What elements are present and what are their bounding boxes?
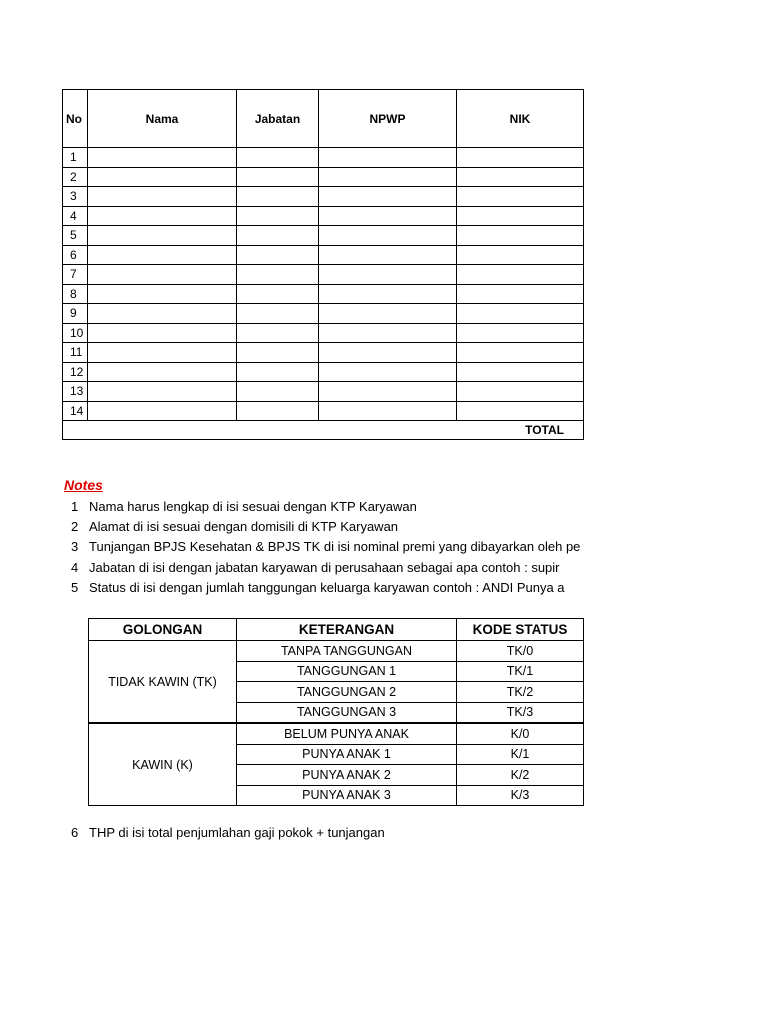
table-row — [63, 148, 584, 168]
employee-table — [62, 89, 584, 440]
nik-cell[interactable] — [457, 148, 584, 168]
keterangan-cell[interactable]: PUNYA ANAK 3 — [237, 785, 457, 806]
row-number[interactable]: 9 — [63, 304, 88, 324]
npwp-cell[interactable] — [319, 167, 457, 187]
note-item — [0, 825, 584, 845]
jabatan-cell[interactable] — [237, 265, 319, 285]
note-item — [0, 499, 584, 519]
keterangan-cell[interactable]: TANGGUNGAN 2 — [237, 682, 457, 703]
jabatan-cell[interactable] — [237, 343, 319, 363]
kode-cell[interactable]: K/2 — [457, 765, 584, 786]
npwp-cell[interactable] — [319, 304, 457, 324]
note-text: THP di isi total penjumlahan gaji pokok + tunjangan — [89, 825, 385, 840]
total-row — [63, 421, 584, 440]
table-row — [63, 401, 584, 421]
row-number[interactable]: 8 — [63, 284, 88, 304]
nama-cell[interactable] — [88, 304, 237, 324]
row-number[interactable]: 2 — [63, 167, 88, 187]
npwp-cell[interactable] — [319, 226, 457, 246]
table-row — [89, 723, 584, 744]
employee-table-header — [63, 90, 584, 148]
group-name-tidak-kawin[interactable]: TIDAK KAWIN (TK) — [89, 641, 237, 724]
note-text: Nama harus lengkap di isi sesuai dengan KTP Karyawan — [89, 499, 417, 514]
header-npwp[interactable]: NPWP — [319, 90, 457, 148]
jabatan-cell[interactable] — [237, 206, 319, 226]
nama-cell[interactable] — [88, 401, 237, 421]
nik-cell[interactable] — [457, 167, 584, 187]
jabatan-cell[interactable] — [237, 245, 319, 265]
npwp-cell[interactable] — [319, 265, 457, 285]
row-number[interactable]: 6 — [63, 245, 88, 265]
keterangan-cell[interactable]: BELUM PUNYA ANAK — [237, 723, 457, 744]
row-number[interactable]: 13 — [63, 382, 88, 402]
table-row — [63, 187, 584, 207]
row-number[interactable]: 12 — [63, 362, 88, 382]
note-item — [0, 560, 584, 580]
kode-cell[interactable]: TK/2 — [457, 682, 584, 703]
header-keterangan[interactable]: KETERANGAN — [237, 619, 457, 641]
nama-cell[interactable] — [88, 148, 237, 168]
nama-cell[interactable] — [88, 362, 237, 382]
npwp-cell[interactable] — [319, 323, 457, 343]
header-golongan[interactable]: GOLONGAN — [89, 619, 237, 641]
jabatan-cell[interactable] — [237, 148, 319, 168]
kode-cell[interactable]: K/0 — [457, 723, 584, 744]
nama-cell[interactable] — [88, 382, 237, 402]
note-number: 6 — [71, 825, 79, 840]
total-label[interactable]: TOTAL — [63, 421, 584, 440]
note-item — [0, 539, 584, 559]
jabatan-cell[interactable] — [237, 226, 319, 246]
nama-cell[interactable] — [88, 187, 237, 207]
row-number[interactable]: 7 — [63, 265, 88, 285]
nama-cell[interactable] — [88, 265, 237, 285]
nik-cell[interactable] — [457, 206, 584, 226]
row-number[interactable]: 14 — [63, 401, 88, 421]
notes-title: Notes — [64, 477, 103, 493]
table-row — [63, 382, 584, 402]
table-row — [63, 304, 584, 324]
header-no[interactable]: No — [63, 90, 88, 148]
keterangan-cell[interactable]: TANGGUNGAN 1 — [237, 661, 457, 682]
kode-cell[interactable]: TK/1 — [457, 661, 584, 682]
npwp-cell[interactable] — [319, 401, 457, 421]
header-nama[interactable]: Nama — [88, 90, 237, 148]
note-number: 5 — [71, 580, 79, 595]
header-jabatan[interactable]: Jabatan — [237, 90, 319, 148]
keterangan-cell[interactable]: PUNYA ANAK 2 — [237, 765, 457, 786]
keterangan-cell[interactable]: TANPA TANGGUNGAN — [237, 641, 457, 662]
group-name-kawin[interactable]: KAWIN (K) — [89, 723, 237, 806]
jabatan-cell[interactable] — [237, 323, 319, 343]
status-code-table — [88, 618, 584, 806]
jabatan-cell[interactable] — [237, 401, 319, 421]
note-text: Status di isi dengan jumlah tanggungan keluarga karyawan contoh : ANDI Punya a — [89, 580, 565, 595]
note-text: Alamat di isi sesuai dengan domisili di KTP Karyawan — [89, 519, 399, 534]
table-row — [63, 245, 584, 265]
note-number: 1 — [71, 499, 79, 514]
npwp-cell[interactable] — [319, 148, 457, 168]
nik-cell[interactable] — [457, 362, 584, 382]
nama-cell[interactable] — [88, 245, 237, 265]
table-row — [63, 206, 584, 226]
table-row — [89, 641, 584, 662]
row-number[interactable]: 5 — [63, 226, 88, 246]
table-row — [63, 343, 584, 363]
kode-cell[interactable]: K/1 — [457, 744, 584, 765]
table-row — [63, 167, 584, 187]
note-number: 3 — [71, 539, 79, 554]
nama-cell[interactable] — [88, 206, 237, 226]
nama-cell[interactable] — [88, 167, 237, 187]
npwp-cell[interactable] — [319, 382, 457, 402]
note-number: 2 — [71, 519, 79, 534]
jabatan-cell[interactable] — [237, 362, 319, 382]
nik-cell[interactable] — [457, 265, 584, 285]
kode-cell[interactable]: K/3 — [457, 785, 584, 806]
jabatan-cell[interactable] — [237, 304, 319, 324]
status-table-header — [89, 619, 584, 641]
npwp-cell[interactable] — [319, 284, 457, 304]
table-row — [63, 362, 584, 382]
nik-cell[interactable] — [457, 343, 584, 363]
nama-cell[interactable] — [88, 226, 237, 246]
nik-cell[interactable] — [457, 226, 584, 246]
nama-cell[interactable] — [88, 284, 237, 304]
note-text: Tunjangan BPJS Kesehatan & BPJS TK di isi nominal premi yang dibayarkan oleh pe — [89, 539, 581, 554]
nik-cell[interactable] — [457, 245, 584, 265]
note-text: Jabatan di isi dengan jabatan karyawan di perusahaan sebagai apa contoh : supir — [89, 560, 560, 575]
jabatan-cell[interactable] — [237, 284, 319, 304]
table-row — [63, 323, 584, 343]
row-number[interactable]: 1 — [63, 148, 88, 168]
npwp-cell[interactable] — [319, 245, 457, 265]
jabatan-cell[interactable] — [237, 167, 319, 187]
keterangan-cell[interactable]: PUNYA ANAK 1 — [237, 744, 457, 765]
npwp-cell[interactable] — [319, 206, 457, 226]
npwp-cell[interactable] — [319, 362, 457, 382]
nama-cell[interactable] — [88, 323, 237, 343]
row-number[interactable]: 10 — [63, 323, 88, 343]
nik-cell[interactable] — [457, 401, 584, 421]
nik-cell[interactable] — [457, 323, 584, 343]
note-item — [0, 580, 584, 600]
nik-cell[interactable] — [457, 382, 584, 402]
npwp-cell[interactable] — [319, 343, 457, 363]
table-row — [63, 265, 584, 285]
header-kode-status[interactable]: KODE STATUS — [457, 619, 584, 641]
header-nik[interactable]: NIK — [457, 90, 584, 148]
row-number[interactable]: 3 — [63, 187, 88, 207]
row-number[interactable]: 11 — [63, 343, 88, 363]
nik-cell[interactable] — [457, 187, 584, 207]
nik-cell[interactable] — [457, 304, 584, 324]
table-row — [63, 226, 584, 246]
nama-cell[interactable] — [88, 343, 237, 363]
note-item — [0, 519, 584, 539]
row-number[interactable]: 4 — [63, 206, 88, 226]
keterangan-cell[interactable]: TANGGUNGAN 3 — [237, 702, 457, 723]
note-number: 4 — [71, 560, 79, 575]
npwp-cell[interactable] — [319, 187, 457, 207]
kode-cell[interactable]: TK/0 — [457, 641, 584, 662]
nik-cell[interactable] — [457, 284, 584, 304]
jabatan-cell[interactable] — [237, 187, 319, 207]
table-row — [63, 284, 584, 304]
jabatan-cell[interactable] — [237, 382, 319, 402]
kode-cell[interactable]: TK/3 — [457, 702, 584, 723]
